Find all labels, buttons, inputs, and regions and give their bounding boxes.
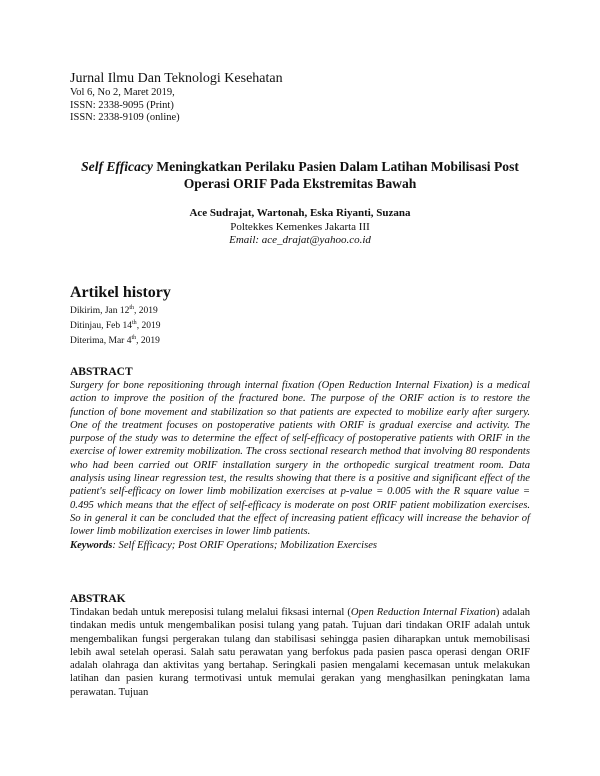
author-email: Email: ace_drajat@yahoo.co.id — [229, 234, 371, 247]
abstract-body: Surgery for bone repositioning through internal fixation (Open Reduction Internal Fixation) is a medical action to improve the position of the fractured bone. The purpose of the ORIF action is to restore the function of bone movement and stabilization so that patients are expected to mobilize early after surgery. One of the treatment focuses on postoperative patients with ORIF is gradual exercise and activity. The purpose of the study was to determine the effect of self-efficacy of postoperative patients with ORIF in the exercise of lower extremity mobilization. The cross sectional research method that involving 80 respondents who had been carried out ORIF installation surgery in the orthopedic surgical treatment room. Data analysis using linear regression test, the results showing that there is a positive and significant effect of the patient's self-efficacy on lower limb mobilization exercises at p-value = 0.005 with the R square value = 0.495 which means that the effect of self-efficacy is moderate on post ORIF patient mobilization exercises. So in general it can be concluded that the effect of increasing patient efficacy will increase the behavior of lower limb mobilization exercises in lower limb patients. — [70, 380, 530, 538]
keywords — [70, 539, 530, 552]
history-date: Dikirim, Jan 12 — [70, 306, 130, 317]
paper-title — [70, 158, 530, 192]
abstrak-italic: Open Reduction Internal Fixation — [350, 607, 496, 618]
history-date: Diterima, Mar 4 — [70, 336, 132, 347]
title-line-1-rest: Meningkatkan Perilaku Pasien Dalam Latihan Mobilisasi Post — [152, 159, 519, 174]
journal-name: Jurnal Ilmu Dan Teknologi Kesehatan — [70, 71, 283, 86]
issn-print: ISSN: 2338-9095 (Print) — [70, 99, 174, 111]
journal-info — [70, 70, 283, 125]
article-history — [70, 284, 171, 347]
keywords-label: Keywords — [70, 539, 113, 551]
history-sup: th — [129, 305, 135, 311]
author-names: Ace Sudrajat, Wartonah, Eska Riyanti, Suzana — [189, 207, 411, 219]
history-year: , 2019 — [134, 306, 158, 317]
history-sup: th — [131, 335, 137, 342]
history-year: , 2019 — [136, 321, 161, 332]
abstrak-body — [70, 606, 530, 699]
history-year: , 2019 — [136, 336, 160, 347]
history-item — [70, 302, 171, 317]
abstrak-text-2: ) adalah tindakan medis untuk mengembalikan posisi tulang yang patah. Tujuan dari tindakan ORIF adalah untuk mengembalikan fungsi pergerakan tulang dan stabilisasi sehingga pasien diharapkan untuk memobilisasi lebih awal setelah operasi. Salah satu perawatan yang berfokus pada pasien pasca operasi dengan ORIF adalah olahraga dan aktivitas yang bertahap. Seringkali pasien mengalami kecemasan untuk melakukan latihan dan pasien kurang termotivasi untuk memulai gerakan yang menghasilkan peningkatan lama perawatan. Tujuan — [70, 607, 530, 698]
authors-block — [70, 207, 530, 248]
history-date: Ditinjau, Feb 14 — [70, 321, 133, 332]
abstract-section — [70, 366, 530, 552]
abstract-heading: ABSTRACT — [70, 366, 133, 378]
title-line-1 — [70, 158, 530, 175]
abstrak-heading: ABSTRAK — [70, 593, 126, 605]
affiliation: Poltekkes Kemenkes Jakarta III — [230, 220, 370, 233]
keywords-text: : Self Efficacy; Post ORIF Operations; Mobilization Exercises — [112, 539, 378, 551]
history-item — [70, 332, 171, 347]
history-sup: th — [132, 320, 137, 327]
history-item — [70, 317, 171, 332]
title-line-2: Operasi ORIF Pada Ekstremitas Bawah — [183, 176, 417, 191]
issn-online: ISSN: 2338-9109 (online) — [70, 112, 180, 123]
abstrak-section — [70, 593, 530, 699]
title-italic: Self Efficacy — [81, 159, 153, 174]
history-title: Artikel history — [70, 284, 171, 301]
journal-volume: Vol 6, No 2, Maret 2019, — [70, 87, 175, 98]
abstrak-text-1: Tindakan bedah untuk mereposisi tulang melalui fiksasi internal ( — [70, 607, 351, 618]
